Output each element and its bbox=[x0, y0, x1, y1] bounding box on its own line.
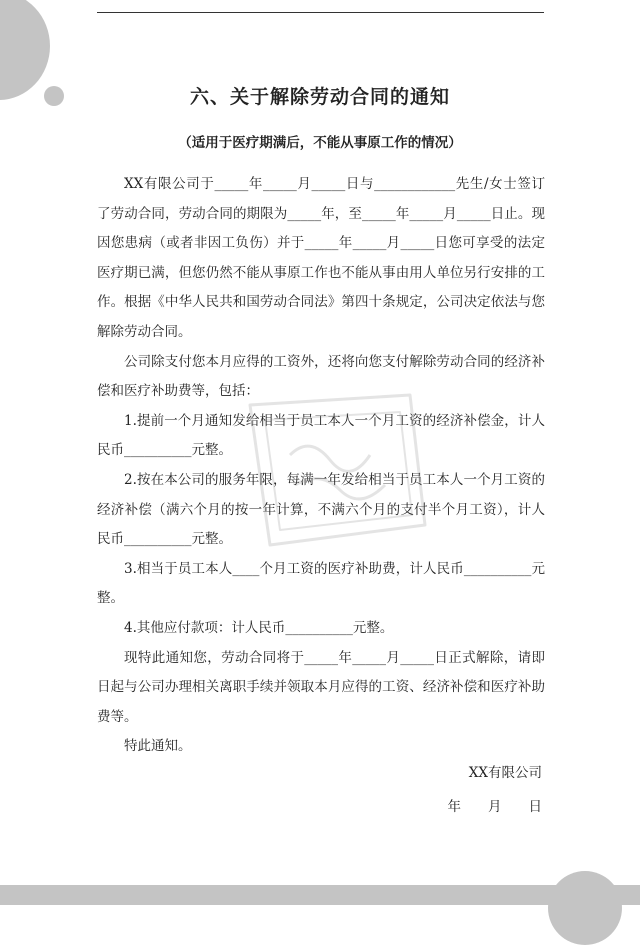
paragraph-item-1: 1.提前一个月通知发给相当于员工本人一个月工资的经济补偿金，计人民币__________元整。 bbox=[97, 412, 545, 459]
signature-date: 年 月 日 bbox=[447, 799, 542, 815]
decorative-bottom-circle bbox=[548, 871, 622, 945]
signature-company: XX有限公司 bbox=[468, 765, 542, 781]
paragraph-termination: 现特此通知您，劳动合同将于_____年_____月_____日正式解除，请即日起与公司办理相关离职手续并领取本月应得的工资、经济补偿和医疗补助费等。 bbox=[97, 649, 545, 725]
page-subtitle: （适用于医疗期满后，不能从事原工作的情况） bbox=[178, 135, 462, 151]
paragraph-item-3: 3.相当于员工本人____个月工资的医疗补助费，计人民币__________元整。 bbox=[97, 560, 545, 607]
paragraph-item-4: 4.其他应付款项：计人民币__________元整。 bbox=[124, 619, 394, 636]
decorative-bottom-bar bbox=[0, 885, 640, 905]
notice-body bbox=[97, 170, 545, 762]
paragraph-compensation-intro: 公司除支付您本月应得的工资外，还将向您支付解除劳动合同的经济补偿和医疗补助费等，包括： bbox=[97, 353, 545, 400]
page-title: 六、关于解除劳动合同的通知 bbox=[189, 86, 450, 108]
paragraph-contract-info: XX有限公司于_____年_____月_____日与____________先生/女士签订了劳动合同，劳动合同的期限为_____年，至_____年_____月_____日止。现因您患病（或者非因工负伤）并于_____年_____月_____日您可享受的法定医疗期已满，但您仍然不能从事原工作也不能从事由用人单位另行安排的工作。根据《中华人民共和国劳动合同法》第四十条规定，公司决定依法与您解除劳动合同。 bbox=[97, 176, 545, 340]
top-rule bbox=[97, 12, 544, 13]
paragraph-item-2: 2.按在本公司的服务年限，每满一年发给相当于员工本人一个月工资的经济补偿（满六个月的按一年计算，不满六个月的支付半个月工资），计人民币__________元整。 bbox=[97, 471, 545, 548]
paragraph-closing: 特此通知。 bbox=[124, 738, 192, 755]
